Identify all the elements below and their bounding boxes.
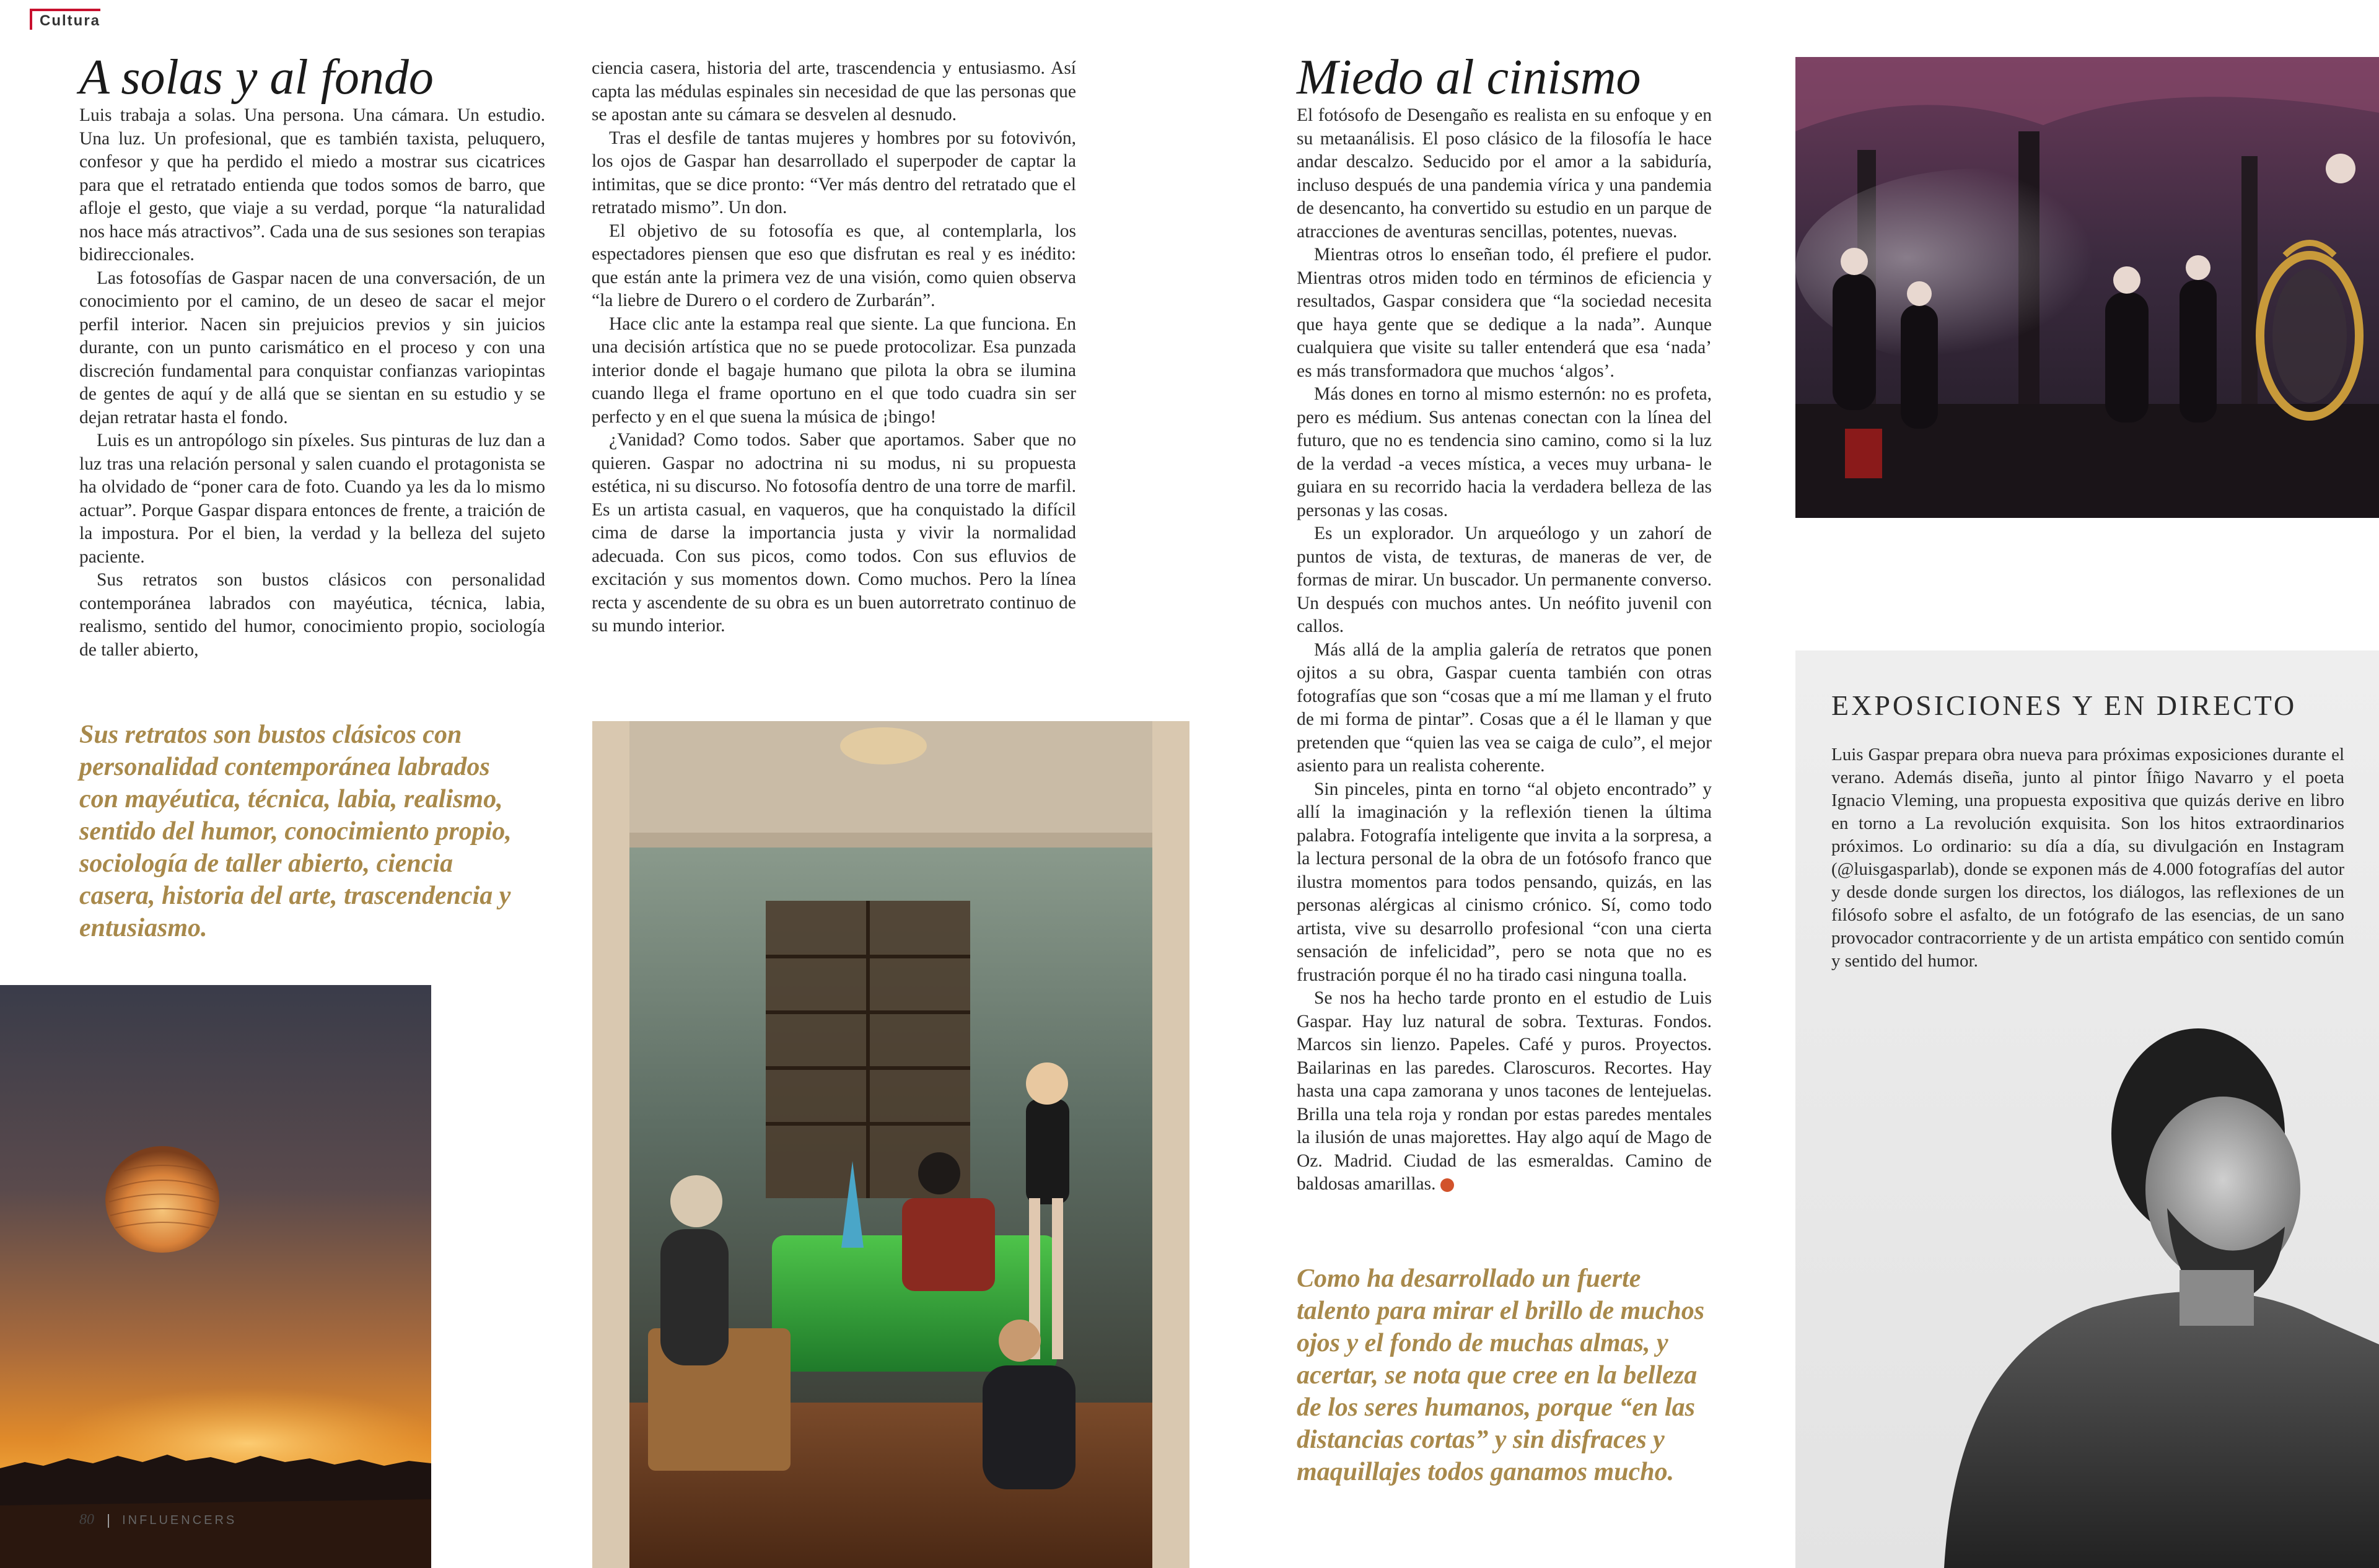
magazine-name: INFLUENCERS bbox=[122, 1513, 237, 1527]
sidebar-title: EXPOSICIONES Y EN DIRECTO bbox=[1831, 690, 2297, 721]
article1-paragraph: El objetivo de su fotosofía es que, al contemplarla, los espectadores piensen que eso que disfrutan es real y es inédito: que están ante la primera vez de una visión, como quien observa “la liebre de Durero o el cordero de Zurbarán”. bbox=[592, 221, 1076, 310]
sidebar-text: Luis Gaspar prepara obra nueva para próximas exposiciones durante el verano. Además diseña, junto al pintor Íñigo Navarro y el poeta Ignacio Vleming, una propuesta expositiva que quizás derive en libro en torno a La revolución exquisita. Son los hitos extraordinarios próximos. Lo ordinario: su día a día, su divulgación en Instagram (@luisgasparlab), donde se exponen más de 4.000 fotografías del autor y desde donde surgen los directos, los diálogos, las reflexiones de un filósofo sobre el asfalto, de un fotógrafo de las esencias, de un sano provocador contracorriente y de un artista empático con sentido común y sentido del humor. bbox=[1831, 745, 2344, 971]
article1-pull-quote: Sus retratos son bustos clásicos con personalidad contemporánea labrados con mayéutica, técnica, labia, realismo, sentido del humor, conocimiento propio, sociología de taller abierto, ciencia casera, historia del arte, trascendencia y entusiasmo. bbox=[79, 720, 512, 942]
article2-paragraph: Sin pinceles, pinta en torno “al objeto encontrado” y allí la imaginación y la reflexión tienen la última palabra. Fotografía inteligente que invita a la sorpresa, a la lectura personal de la obra de un fotósofo franco que ilustra momentos para todos pensando, quizás, en las personas alérgicas al cinismo crónico. Sí, como todo artista, vive su desarrollo profesional “con una cierta sensación de infelicidad”, pero se nota que no es frustración porque él no ha tirado casi ninguna toalla. bbox=[1297, 779, 1712, 985]
green-room-photo bbox=[592, 721, 1190, 1568]
article1-column-2 bbox=[592, 57, 1076, 638]
section-label: Cultura bbox=[30, 9, 100, 30]
end-of-article-icon: IN bbox=[1440, 1178, 1454, 1192]
article1-paragraph: ¿Vanidad? Como todos. Saber que aportamos. Saber que no quieren. Gaspar no adoctrina ni su modus, ni su propuesta estética, ni su discurso. No fotosofía dentro de una torre de marfil. Es un artista casual, en vaqueros, que ha conquistado la difícil cima de darse la importancia justa y vivir la normalidad adecuada. Con sus picos, como todos. Con sus efluvios de excitación y sus momentos down. Como muchos. Pero la línea recta y ascendente de su obra es un buen autorretrato continuo de su mundo interior. bbox=[592, 430, 1076, 636]
exhibitions-sidebar bbox=[1795, 650, 2379, 1568]
article2-paragraph: El fotósofo de Desengaño es realista en su enfoque y en su metaanálisis. El poso clásico de la filosofía le hace andar descalzo. Seducido por el amor a la sabiduría, incluso después de una pandemia vírica y una pandemia de desencanto, ha convertido su estudio en un parque de atracciones de aventuras sencillas, potentes, nuevas. bbox=[1297, 105, 1712, 242]
article2-title: Miedo al cinismo bbox=[1297, 50, 1641, 105]
page-footer bbox=[79, 1512, 237, 1528]
article1-column-1 bbox=[79, 104, 545, 662]
article2-paragraph bbox=[1297, 987, 1712, 1196]
article2-final-paragraph: Se nos ha hecho tarde pronto en el estudio de Luis Gaspar. Hay luz natural de sobra. Texturas. Fondos. Marcos sin lienzo. Papeles. Café y puros. Proyectos. Bailarinas en las paredes. Claroscuros. Recortes. Hay hasta una capa zamorana y unos tacones de lentejuelas. Brilla una tela roja y rondan por estas paredes mentales la ilusión de unas majorettes. Hay algo aquí de Mago de Oz. Madrid. Ciudad de las esmeraldas. Camino de baldosas amarillas. bbox=[1297, 988, 1712, 1194]
article1-title: A solas y al fondo bbox=[79, 50, 434, 105]
article2-column bbox=[1297, 104, 1712, 1196]
forest-mirror-photo bbox=[1795, 57, 2379, 518]
article2-paragraph: Más allá de la amplia galería de retratos que ponen ojitos a su obra, Gaspar cuenta también con otras fotografías que son “cosas que a mí me llaman y el fruto de mi forma de pintar”. Cosas que a él le llaman y que pretenden que “quien las vea se caiga de culo”, el mejor asiento para un realista coherente. bbox=[1297, 639, 1712, 776]
article1-paragraph: ciencia casera, historia del arte, trascendencia y entusiasmo. Así capta las médulas espinales sin necesidad de que las personas que se apostan ante su cámara se desvelen al desnudo. bbox=[592, 58, 1076, 125]
article1-paragraph: Luis trabaja a solas. Una persona. Una cámara. Un estudio. Una luz. Un profesional, que es también taxista, peluquero, confesor y que ha perdido el miedo a mostrar sus cicatrices para que el retratado entienda que todos somos de barro, que afloje el gesto, que viaje a su verdad, porque “la naturalidad nos hace más atractivos”. Cada una de sus sesiones son terapias bidireccionales. bbox=[79, 105, 545, 265]
sunset-lantern-illustration bbox=[0, 985, 431, 1568]
page-number: 80 bbox=[79, 1512, 94, 1528]
green-room-illustration bbox=[592, 721, 1190, 1568]
article1-paragraph: Hace clic ante la estampa real que siente. La que funciona. En una decisión artística que no se puede protocolizar. Esa punzada interior donde el bagaje humano que pilota la obra se ilumina cuando llega el frame oportuno en el que todo cuadra sin ser perfecto y en el que suena la música de ¡bingo! bbox=[592, 313, 1076, 427]
article2-paragraph: Mientras otros lo enseñan todo, él prefiere el pudor. Mientras otros miden todo en términos de eficiencia y resultados, Gaspar considera que “la sociedad necesita que haya gente que se dedique a la nada”. Aunque cualquiera que visite su taller entenderá que esa ‘nada’ es más transformadora que muchos ‘algos’. bbox=[1297, 245, 1712, 381]
footer-divider bbox=[108, 1514, 109, 1528]
article2-paragraph: Más dones en torno al mismo esternón: no es profeta, pero es médium. Sus antenas conectan con la línea del futuro, que no es tendencia sino camino, como si la luz de la verdad -a veces mística, a veces muy urbana- le guiara en su recorrido hacia la verdadera belleza de las personas y las cosas. bbox=[1297, 384, 1712, 520]
article1-paragraph: Tras el desfile de tantas mujeres y hombres por su fotovivón, los ojos de Gaspar han desarrollado el superpoder de captar la intimitas, que se dice pronto: “Ver más dentro del retratado que el retratado mismo”. Un don. bbox=[592, 128, 1076, 217]
forest-mirror-illustration bbox=[1795, 57, 2379, 518]
article1-paragraph: Sus retratos son bustos clásicos con personalidad contemporánea labrados con mayéutica, técnica, labia, realismo, sentido del humor, conocimiento propio, sociología de taller abierto, bbox=[79, 570, 545, 660]
article1-paragraph: Las fotosofías de Gaspar nacen de una conversación, de un conocimiento por el camino, de un deseo de sacar el mejor perfil interior. Nacen sin prejuicios previos y sin juicios durante, con un punto carismático en el proceso y con una discreción fundamental para conquistar confianzas variopintas de gentes de aquí y de allá que se sientan en su estudio y se dejan retratar hasta el fondo. bbox=[79, 268, 545, 427]
article2-paragraph: Es un explorador. Un arqueólogo y un zahorí de puntos de vista, de texturas, de maneras de ver, de formas de mirar. Un buscador. Un permanente converso. Un después con muchos antes. Un neófito juvenil con callos. bbox=[1297, 523, 1712, 636]
article1-paragraph: Luis es un antropólogo sin píxeles. Sus pinturas de luz dan a luz tras una relación personal y salen cuando el protagonista se ha olvidado de “poner cara de foto. Cuando ya les da lo mismo actuar”. Porque Gaspar dispara entonces de frente, a traición de la impostura. Por el bien, la verdad y la belleza del sujeto paciente. bbox=[79, 431, 545, 567]
article2-pull-quote: Como ha desarrollado un fuerte talento para mirar el brillo de muchos ojos y el fondo de muchas almas, y acertar, se nota que cree en la belleza de los seres humanos, porque “en las distancias cortas” y sin disfraces y maquillajes todos ganamos mucho. bbox=[1297, 1264, 1705, 1486]
sunset-lantern-photo bbox=[0, 985, 431, 1568]
